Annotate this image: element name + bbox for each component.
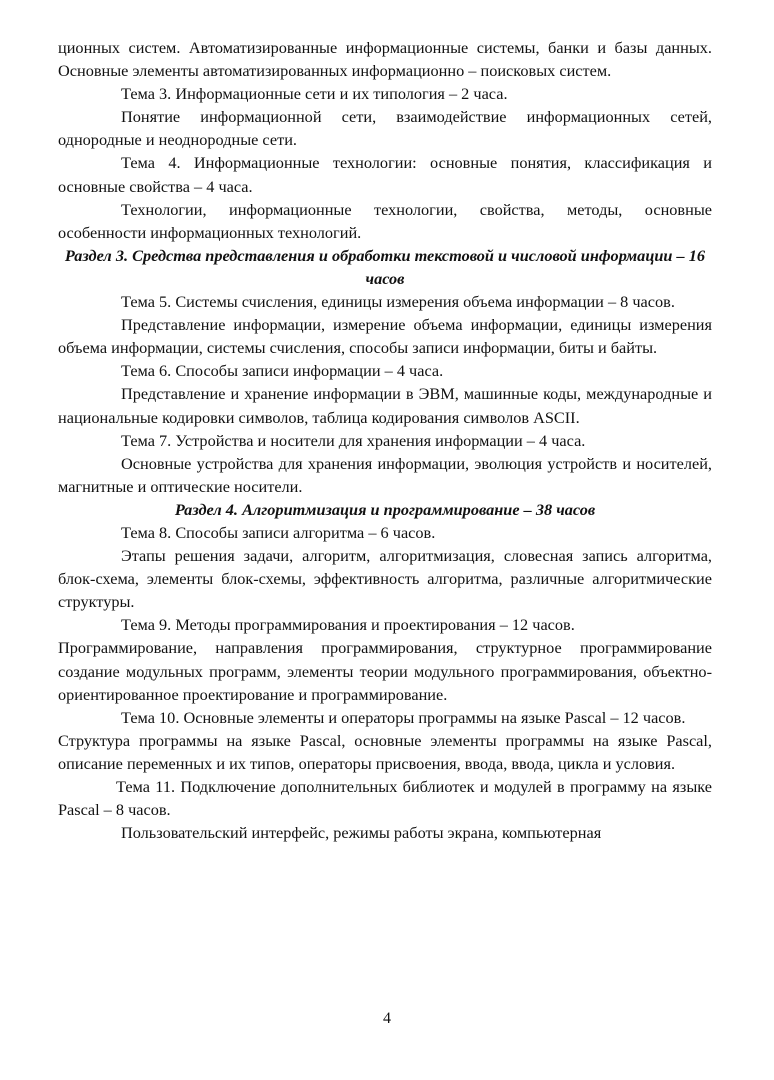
topic-11-body: Пользовательский интерфейс, режимы работы экрана, компьютерная [121,823,602,843]
paragraph-continuation: ционных систем. Автоматизированные информационные системы, банки и базы данных. Основные элементы автоматизированных информационно – поисковых систем. [58,38,712,81]
topic-7-title: Тема 7. Устройства и носители для хранения информации – 4 часа. [121,430,586,450]
topic-6-title: Тема 6. Способы записи информации – 4 часа. [121,361,444,381]
topic-10-body: Структура программы на языке Pascal, основные элементы программы на языке Pascal, описание переменных и их типов, операторы присвоения, ввода, ввода, цикла и условия. [58,730,712,773]
topic-4-title: Тема 4. Информационные технологии: основные понятия, классификация и основные свойства – 4 часа. [58,153,712,196]
topic-6-body: Представление и хранение информации в ЭВМ, машинные коды, международные и национальные кодировки символов, таблица кодирования символов ASCII. [58,384,712,427]
document-page [58,36,712,844]
topic-11-title: Тема 11. Подключение дополнительных библиотек и модулей в программу на языке Pascal – 8 часов. [58,777,712,820]
topic-9-body: Программирование, направления программирования, структурное программирование создание модульных программ, элементы теории модульного программирования, объектно-ориентированное проектирование и программирование. [58,638,712,704]
section-3-heading: Раздел 3. Средства представления и обработки текстовой и числовой информации – 16 часов [64,245,706,288]
topic-8-title: Тема 8. Способы записи алгоритма – 6 часов. [121,522,436,542]
topic-5-body: Представление информации, измерение объема информации, единицы измерения объема информации, системы счисления, способы записи информации, биты и байты. [58,315,712,358]
topic-4-body: Технологии, информационные технологии, свойства, методы, основные особенности информационных технологий. [58,199,712,242]
section-4-heading: Раздел 4. Алгоритмизация и программирование – 38 часов [174,499,596,519]
topic-10-title: Тема 10. Основные элементы и операторы программы на языке Pascal – 12 часов. [121,707,686,727]
topic-9-title: Тема 9. Методы программирования и проектирования – 12 часов. [121,615,575,635]
page-number: 4 [383,1010,391,1027]
topic-5-title: Тема 5. Системы счисления, единицы измерения объема информации – 8 часов. [121,292,675,312]
topic-8-body: Этапы решения задачи, алгоритм, алгоритмизация, словесная запись алгоритма, блок-схема, элементы блок-схемы, эффективность алгоритма, различные алгоритмические структуры. [58,546,712,612]
topic-7-body: Основные устройства для хранения информации, эволюция устройств и носителей, магнитные и оптические носители. [58,453,712,496]
topic-3-body: Понятие информационной сети, взаимодействие информационных сетей, однородные и неоднородные сети. [58,107,712,150]
topic-3-title: Тема 3. Информационные сети и их типология – 2 часа. [121,84,508,104]
